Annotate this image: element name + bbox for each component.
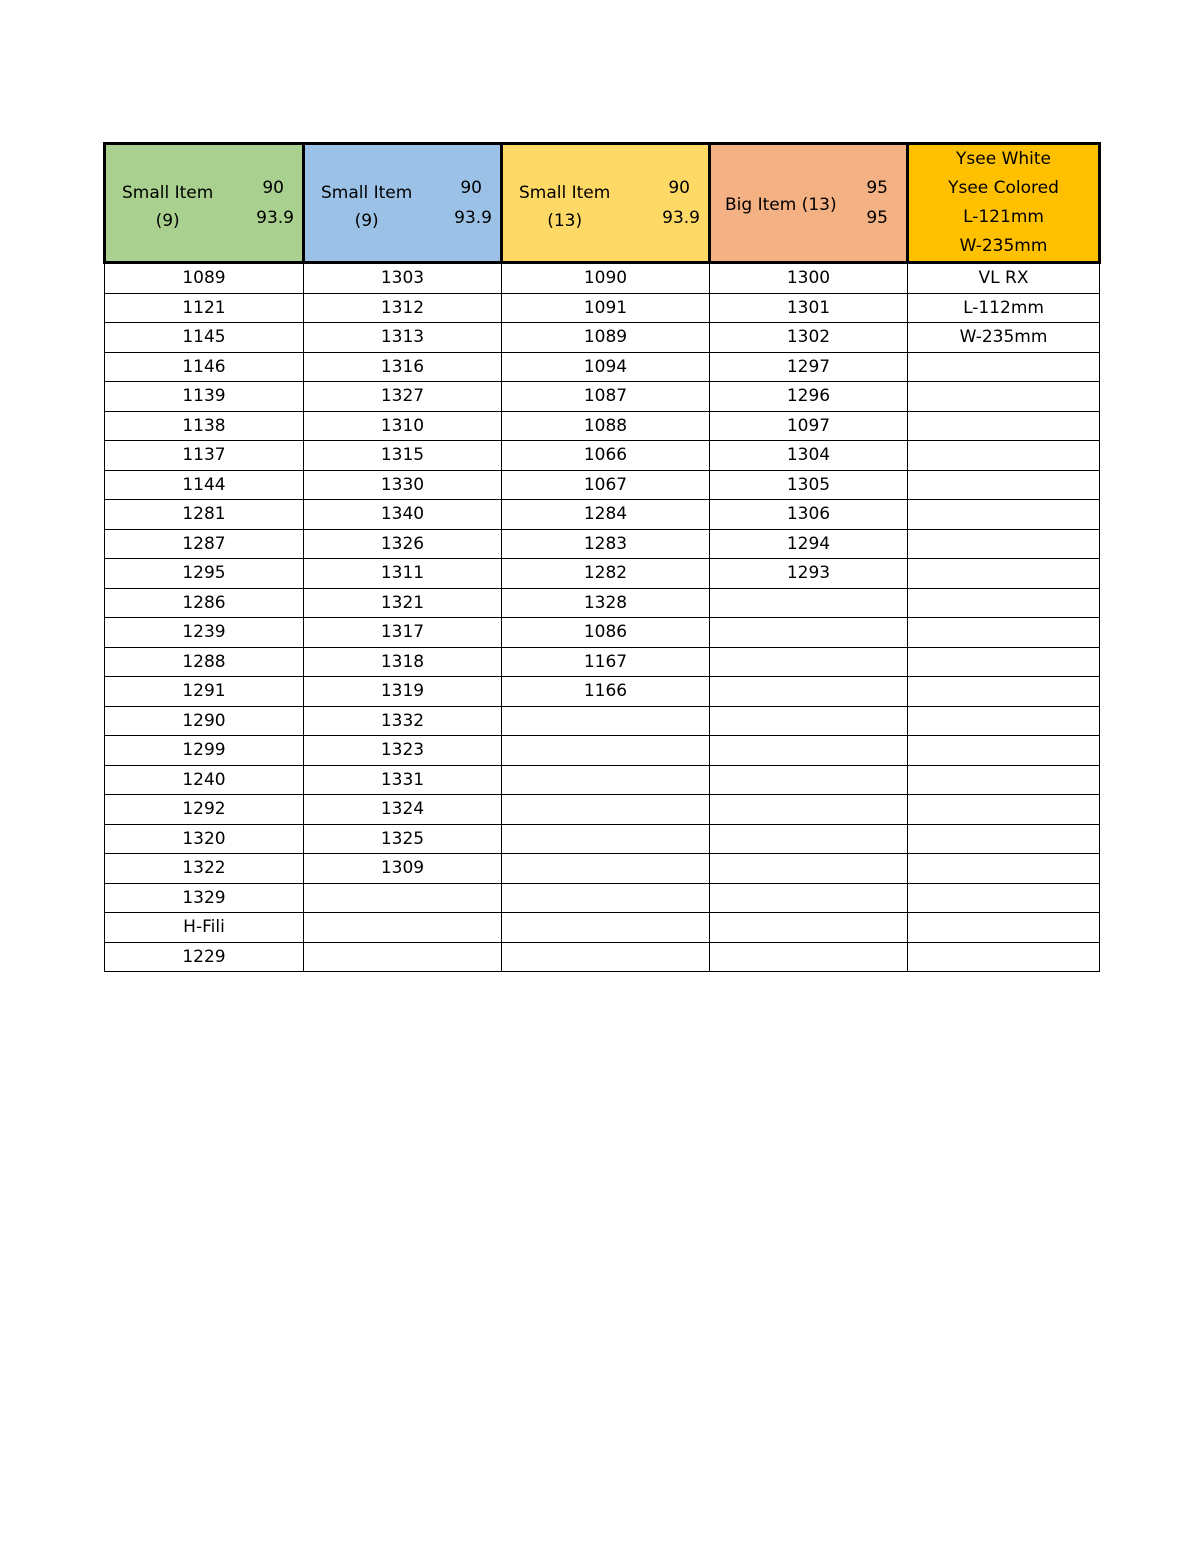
table-row: [105, 883, 1100, 913]
table-row: [105, 588, 1100, 618]
table-cell[interactable]: [908, 411, 1100, 441]
header-ysee[interactable]: [908, 144, 1100, 263]
table-cell[interactable]: [502, 913, 710, 943]
header-name: Small Item (9): [122, 183, 214, 231]
table-cell[interactable]: 1089: [502, 323, 710, 353]
table-cell[interactable]: 1313: [304, 323, 502, 353]
table-cell[interactable]: [304, 883, 502, 913]
table-row: [105, 263, 1100, 294]
table-row: [105, 913, 1100, 943]
header-name: Big Item (13): [725, 195, 837, 215]
table-cell[interactable]: [304, 942, 502, 972]
table-cell[interactable]: [710, 854, 908, 884]
table-cell[interactable]: 1239: [105, 618, 304, 648]
table-cell[interactable]: 1329: [105, 883, 304, 913]
table-row: [105, 529, 1100, 559]
table-row: [105, 470, 1100, 500]
table-cell[interactable]: H-Fili: [105, 913, 304, 943]
table-cell[interactable]: 1302: [710, 323, 908, 353]
table-cell[interactable]: 1091: [502, 293, 710, 323]
table-cell[interactable]: 1327: [304, 382, 502, 412]
table-cell[interactable]: [908, 824, 1100, 854]
table-cell[interactable]: [710, 706, 908, 736]
table-cell[interactable]: 1240: [105, 765, 304, 795]
header-value-1: 90: [460, 178, 482, 198]
header-value-2: 95: [866, 208, 888, 228]
table-cell[interactable]: 1145: [105, 323, 304, 353]
table-cell[interactable]: 1309: [304, 854, 502, 884]
table-row: [105, 736, 1100, 766]
table-cell[interactable]: 1067: [502, 470, 710, 500]
table-cell[interactable]: 1283: [502, 529, 710, 559]
table-cell[interactable]: [908, 559, 1100, 589]
table-cell[interactable]: 1086: [502, 618, 710, 648]
table-cell[interactable]: 1094: [502, 352, 710, 382]
table-cell[interactable]: [502, 795, 710, 825]
item-table: [103, 142, 1101, 972]
table-cell[interactable]: 1294: [710, 529, 908, 559]
table-cell[interactable]: [908, 736, 1100, 766]
table-cell[interactable]: 1292: [105, 795, 304, 825]
table-cell[interactable]: [710, 824, 908, 854]
table-cell[interactable]: 1089: [105, 263, 304, 294]
table-cell[interactable]: 1326: [304, 529, 502, 559]
table-row: [105, 559, 1100, 589]
table-row: [105, 647, 1100, 677]
table-cell[interactable]: [502, 765, 710, 795]
table-cell[interactable]: [908, 883, 1100, 913]
table-row: [105, 706, 1100, 736]
table-cell[interactable]: [710, 883, 908, 913]
table-cell[interactable]: 1321: [304, 588, 502, 618]
header-small-item-9-green[interactable]: [105, 144, 304, 263]
table-cell[interactable]: 1229: [105, 942, 304, 972]
table-cell[interactable]: 1340: [304, 500, 502, 530]
table-cell[interactable]: 1296: [710, 382, 908, 412]
table-cell[interactable]: 1300: [710, 263, 908, 294]
table-cell[interactable]: 1301: [710, 293, 908, 323]
table-row: [105, 854, 1100, 884]
table-cell[interactable]: [908, 588, 1100, 618]
table-row: [105, 618, 1100, 648]
table-cell[interactable]: W-235mm: [908, 323, 1100, 353]
table-body: [105, 263, 1100, 972]
header-name: Small Item (13): [519, 183, 611, 231]
header-row: [105, 144, 1100, 263]
table-cell[interactable]: 1311: [304, 559, 502, 589]
table-cell[interactable]: 1281: [105, 500, 304, 530]
table-cell[interactable]: [908, 942, 1100, 972]
table-row: [105, 352, 1100, 382]
table-cell[interactable]: [710, 736, 908, 766]
header-small-item-9-blue[interactable]: [304, 144, 502, 263]
table-cell[interactable]: 1066: [502, 441, 710, 471]
table-cell[interactable]: [908, 618, 1100, 648]
table-cell[interactable]: 1323: [304, 736, 502, 766]
table-row: [105, 500, 1100, 530]
table-cell[interactable]: [710, 765, 908, 795]
table-row: [105, 441, 1100, 471]
table-cell[interactable]: 1137: [105, 441, 304, 471]
table-row: [105, 942, 1100, 972]
table-cell[interactable]: 1299: [105, 736, 304, 766]
table-cell[interactable]: [908, 441, 1100, 471]
table-cell[interactable]: [710, 795, 908, 825]
header-value-1: 95: [866, 178, 888, 198]
header-value-2: 93.9: [662, 208, 700, 228]
table-cell[interactable]: 1320: [105, 824, 304, 854]
table-row: [105, 824, 1100, 854]
table-cell[interactable]: 1332: [304, 706, 502, 736]
table-cell[interactable]: [304, 913, 502, 943]
table-cell[interactable]: [502, 883, 710, 913]
table-cell[interactable]: 1287: [105, 529, 304, 559]
table-row: [105, 411, 1100, 441]
table-cell[interactable]: [908, 500, 1100, 530]
header-ysee-lines: Ysee White Ysee Colored L-121mm W-235mm: [948, 149, 1059, 256]
table-cell[interactable]: 1097: [710, 411, 908, 441]
header-small-item-13[interactable]: [502, 144, 710, 263]
table-cell[interactable]: 1284: [502, 500, 710, 530]
table-cell[interactable]: [710, 677, 908, 707]
table-cell[interactable]: [710, 942, 908, 972]
table-cell[interactable]: 1293: [710, 559, 908, 589]
header-value-1: 90: [262, 178, 284, 198]
table-cell[interactable]: [502, 854, 710, 884]
table-cell[interactable]: [908, 795, 1100, 825]
table-cell[interactable]: VL RX: [908, 263, 1100, 294]
table-cell[interactable]: [908, 470, 1100, 500]
header-big-item-13[interactable]: [710, 144, 908, 263]
table-cell[interactable]: [908, 706, 1100, 736]
table-cell[interactable]: 1286: [105, 588, 304, 618]
table-cell[interactable]: [908, 677, 1100, 707]
header-value-2: 93.9: [256, 208, 294, 228]
table-cell[interactable]: 1322: [105, 854, 304, 884]
table-cell[interactable]: 1318: [304, 647, 502, 677]
table-cell[interactable]: 1144: [105, 470, 304, 500]
table-row: [105, 323, 1100, 353]
table-cell[interactable]: 1290: [105, 706, 304, 736]
table-cell[interactable]: 1325: [304, 824, 502, 854]
table-cell[interactable]: 1316: [304, 352, 502, 382]
table-cell[interactable]: 1090: [502, 263, 710, 294]
table-cell[interactable]: 1087: [502, 382, 710, 412]
table-cell[interactable]: 1304: [710, 441, 908, 471]
table-cell[interactable]: 1317: [304, 618, 502, 648]
table-cell[interactable]: 1139: [105, 382, 304, 412]
table-cell[interactable]: 1330: [304, 470, 502, 500]
header-name: Small Item (9): [321, 183, 413, 231]
table-cell[interactable]: [908, 647, 1100, 677]
table-cell[interactable]: 1166: [502, 677, 710, 707]
table-row: [105, 677, 1100, 707]
table-cell[interactable]: 1167: [502, 647, 710, 677]
table-row: [105, 293, 1100, 323]
table-cell[interactable]: 1306: [710, 500, 908, 530]
table-cell[interactable]: 1138: [105, 411, 304, 441]
table-cell[interactable]: 1121: [105, 293, 304, 323]
table-cell[interactable]: [710, 913, 908, 943]
table-cell[interactable]: [908, 765, 1100, 795]
table-cell[interactable]: [908, 382, 1100, 412]
header-value-1: 90: [668, 178, 690, 198]
table-cell[interactable]: [710, 647, 908, 677]
table-cell[interactable]: [908, 529, 1100, 559]
table-cell[interactable]: 1305: [710, 470, 908, 500]
header-value-2: 93.9: [454, 208, 492, 228]
table-cell[interactable]: 1310: [304, 411, 502, 441]
table-cell[interactable]: [502, 706, 710, 736]
table-cell[interactable]: 1315: [304, 441, 502, 471]
table-cell[interactable]: 1088: [502, 411, 710, 441]
table-cell[interactable]: 1297: [710, 352, 908, 382]
table-row: [105, 765, 1100, 795]
table-cell[interactable]: L-112mm: [908, 293, 1100, 323]
table-cell[interactable]: [908, 913, 1100, 943]
spreadsheet: [103, 142, 1098, 972]
table-cell[interactable]: 1331: [304, 765, 502, 795]
table-cell[interactable]: [502, 736, 710, 766]
table-cell[interactable]: 1282: [502, 559, 710, 589]
table-row: [105, 795, 1100, 825]
table-cell[interactable]: 1146: [105, 352, 304, 382]
table-cell[interactable]: 1291: [105, 677, 304, 707]
table-row: [105, 382, 1100, 412]
table-cell[interactable]: [502, 942, 710, 972]
table-cell[interactable]: 1328: [502, 588, 710, 618]
table-cell[interactable]: 1312: [304, 293, 502, 323]
table-cell[interactable]: [710, 618, 908, 648]
table-cell[interactable]: 1295: [105, 559, 304, 589]
table-cell[interactable]: [908, 352, 1100, 382]
table-cell[interactable]: [908, 854, 1100, 884]
table-cell[interactable]: 1288: [105, 647, 304, 677]
table-cell[interactable]: 1303: [304, 263, 502, 294]
table-cell[interactable]: 1319: [304, 677, 502, 707]
table-cell[interactable]: [502, 824, 710, 854]
table-cell[interactable]: [710, 588, 908, 618]
table-cell[interactable]: 1324: [304, 795, 502, 825]
